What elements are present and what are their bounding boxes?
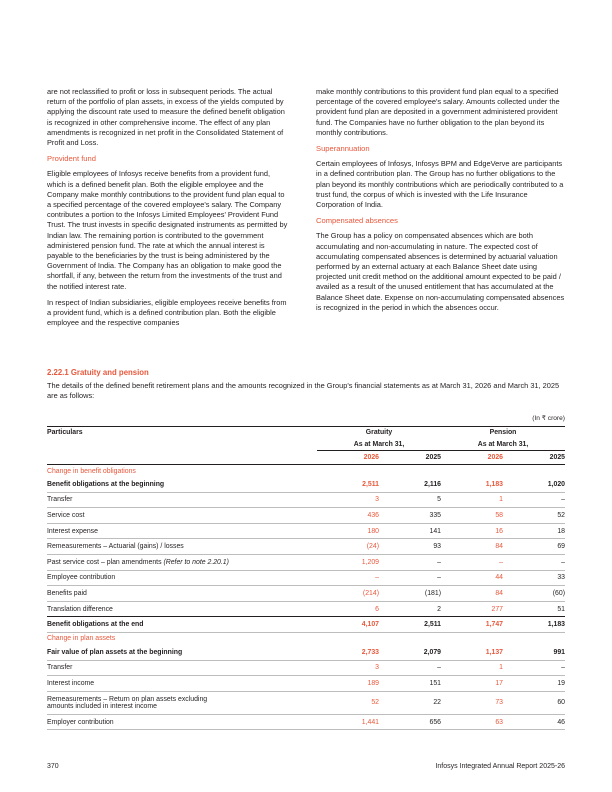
- table-cell: 84: [441, 586, 503, 602]
- table-cell: 1,747: [441, 617, 503, 633]
- table-row: [47, 660, 565, 676]
- table-cell: 2,511: [379, 617, 441, 633]
- table-cell: 2,733: [317, 645, 379, 660]
- table-cell: 69: [503, 539, 565, 555]
- table-cell: 1,020: [503, 477, 565, 492]
- row-label: Benefit obligations at the end: [47, 617, 317, 633]
- table-cell: 180: [317, 523, 379, 539]
- table-cell: (24): [317, 539, 379, 555]
- pension-header: Pension: [441, 427, 565, 439]
- table-row: [47, 601, 565, 617]
- compensated-absences-heading: Compensated absences: [316, 216, 398, 226]
- table-cell: 6: [375, 605, 379, 613]
- row-label: Translation difference: [47, 605, 113, 613]
- year-header: 2025: [503, 451, 565, 465]
- category-label: Change in benefit obligations: [47, 467, 136, 475]
- table-cell: 1,183: [441, 477, 503, 492]
- table-row: [47, 539, 565, 555]
- category-label: Change in plan assets: [47, 635, 116, 643]
- row-label: Interest expense: [47, 523, 317, 539]
- table-cell: 33: [503, 570, 565, 586]
- row-label: [47, 691, 317, 714]
- row-label-text: Past service cost – plan amendments: [47, 558, 164, 566]
- table-row: [47, 586, 565, 602]
- right-text-column: [316, 87, 565, 319]
- table-cell: 22: [379, 691, 441, 714]
- category-row: [47, 632, 565, 645]
- table-cell: 656: [379, 714, 441, 730]
- table-cell: –: [503, 554, 565, 570]
- table-cell: (60): [503, 586, 565, 602]
- table-cell: 1,137: [441, 645, 503, 660]
- table-row: [47, 492, 565, 508]
- table-cell: 46: [503, 714, 565, 730]
- right-paragraph: The Group has a policy on compensated absences which are both accumulating and non-accumulating in nature. The expected cost of accumulating compensated absences is determined by actuarial valuation performed by an external actuary at each Balance Sheet date using projected unit credit method on the additional amount expected to be paid / availed as a result of the unused entitlement that has accumulated at the Balance Sheet date. Expense on non-accumulating compensated absences is recognized in the period in which the absences occur.: [316, 231, 565, 312]
- table-cell: 93: [379, 539, 441, 555]
- table-cell: 2: [437, 605, 441, 613]
- provident-fund-heading: Provident fund: [47, 154, 96, 164]
- table-cell: 60: [503, 691, 565, 714]
- gratuity-header: Gratuity: [317, 427, 441, 439]
- row-label-line: Remeasurements – Return on plan assets excluding: [47, 695, 208, 703]
- row-label: Interest income: [47, 676, 317, 692]
- table-cell: –: [379, 554, 441, 570]
- table-cell: (214): [317, 586, 379, 602]
- table-row: [47, 570, 565, 586]
- table-cell: 52: [503, 508, 565, 524]
- report-title: Infosys Integrated Annual Report 2025-26: [435, 763, 565, 770]
- table-cell: –: [379, 570, 441, 586]
- table-cell: 58: [441, 508, 503, 524]
- table-total-row: [47, 617, 565, 633]
- note-reference: (Refer to note 2.20.1): [163, 558, 229, 566]
- table-row: [47, 691, 565, 714]
- section-intro: The details of the defined benefit retirement plans and the amounts recognized in the Group's financial statements as at March 31, 2026 and March 31, 2025 are as follows:: [47, 381, 560, 401]
- right-paragraph: Certain employees of Infosys, Infosys BPM and EdgeVerve are participants in a defined contribution plan. The Group has no further obligations to the plan beyond its monthly contributions which are periodically contributed to a trust fund, the corpus of which is invested with the Life Insurance Corporation of India.: [316, 159, 564, 210]
- table-cell: 2,511: [317, 477, 379, 492]
- table-cell: 277: [491, 605, 503, 613]
- table-cell: 63: [441, 714, 503, 730]
- table-cell: –: [379, 660, 441, 676]
- table-row: [47, 554, 565, 570]
- table-cell: 991: [503, 645, 565, 660]
- table-cell: (181): [379, 586, 441, 602]
- row-label: Employer contribution: [47, 714, 317, 730]
- section-title: 2.22.1 Gratuity and pension: [47, 368, 149, 377]
- table-cell: –: [503, 492, 565, 508]
- row-label: Employee contribution: [47, 570, 317, 586]
- table-cell: 1,209: [317, 554, 379, 570]
- table-cell: 16: [441, 523, 503, 539]
- table-cell: 4,107: [317, 617, 379, 633]
- left-text-column: [47, 87, 290, 334]
- table-cell: 44: [441, 570, 503, 586]
- table-row: [47, 676, 565, 692]
- table-cell: –: [441, 554, 503, 570]
- table-row: [47, 523, 565, 539]
- table-cell: 19: [503, 676, 565, 692]
- table-cell: 18: [503, 523, 565, 539]
- left-paragraph: In respect of Indian subsidiaries, eligible employees receive benefits from a provident fund, which is a defined contribution plan. Both the eligible employee and the respective companies: [47, 297, 287, 328]
- table-cell: 1,441: [317, 714, 379, 730]
- table-row: [47, 645, 565, 660]
- table-cell: 1: [441, 660, 503, 676]
- table-years-row: [47, 451, 565, 465]
- category-row: [47, 465, 565, 478]
- table-cell: 73: [441, 691, 503, 714]
- pension-as-at-header: As at March 31,: [441, 439, 565, 451]
- page-number: 370: [47, 763, 59, 770]
- row-label-line: amounts included in interest income: [47, 702, 157, 710]
- table-cell: 5: [379, 492, 441, 508]
- table-cell: 1,183: [503, 617, 565, 633]
- table-row: [47, 508, 565, 524]
- table-cell: 141: [379, 523, 441, 539]
- table-cell: 436: [317, 508, 379, 524]
- row-label: Remeasurements – Actuarial (gains) / losses: [47, 539, 317, 555]
- table-cell: 189: [317, 676, 379, 692]
- row-label: Fair value of plan assets at the beginning: [47, 645, 317, 660]
- table-cell: 52: [317, 691, 379, 714]
- superannuation-heading: Superannuation: [316, 144, 370, 154]
- currency-unit-label: (In ₹ crore): [532, 415, 565, 422]
- gratuity-as-at-header: As at March 31,: [317, 439, 441, 451]
- table-cell: 3: [317, 660, 379, 676]
- table-cell: 2,116: [379, 477, 441, 492]
- table-header-row: [47, 427, 565, 439]
- table-cell: –: [503, 660, 565, 676]
- row-label: [47, 554, 317, 570]
- year-header: 2026: [317, 451, 379, 465]
- table-subheader-row: [47, 439, 565, 451]
- table-cell: 151: [379, 676, 441, 692]
- table-row: [47, 477, 565, 492]
- left-paragraph: Eligible employees of Infosys receive benefits from a provident fund, which is a defined benefit plan. Both the eligible employee and the Company make monthly contributions to the provident fund plan equal to a specified percentage of the covered employee's salary. The Company contributes a portion to the Infosys Limited Employees' Provident Fund Trust. The trust invests in specific designated instruments as permitted by Indian law. The remaining portion is contributed to the government administered pension fund. The rate at which the annual interest is payable to the beneficiaries by the trust is being administered by the Government of India. The Company has an obligation to make good the shortfall, if any, between the return from the investments of the trust and the notified interest rate.: [47, 169, 288, 291]
- table-cell: 2,079: [379, 645, 441, 660]
- left-paragraph: are not reclassified to profit or loss in subsequent periods. The actual return of the portfolio of plan assets, in excess of the yields computed by applying the discount rate used to measure the defined benefit obligation is recognized in other comprehensive income. The effect of any plan amendments is recognized in net profit in the Consolidated Statement of Profit and Loss.: [47, 87, 285, 148]
- table-cell: 335: [379, 508, 441, 524]
- table-cell: –: [317, 570, 379, 586]
- table-cell: 1: [441, 492, 503, 508]
- right-paragraph: make monthly contributions to this provident fund plan equal to a specified percentage of the covered employee's salary. Amounts collected under the provident fund plan are deposited in a government administered provident fund. The Companies have no further obligation to the plan beyond its monthly contributions.: [316, 87, 560, 137]
- row-label: Transfer: [47, 492, 317, 508]
- year-header: 2026: [441, 451, 503, 465]
- table-cell: 84: [441, 539, 503, 555]
- table-cell: 3: [317, 492, 379, 508]
- row-label: Service cost: [47, 508, 317, 524]
- row-label: Benefits paid: [47, 586, 317, 602]
- year-header: 2025: [379, 451, 441, 465]
- gratuity-pension-table: [47, 426, 565, 730]
- row-label: Benefit obligations at the beginning: [47, 477, 317, 492]
- table-cell: 51: [557, 605, 565, 613]
- particulars-header: Particulars: [47, 427, 317, 439]
- table-cell: 17: [441, 676, 503, 692]
- table-row: [47, 714, 565, 730]
- row-label: Transfer: [47, 660, 317, 676]
